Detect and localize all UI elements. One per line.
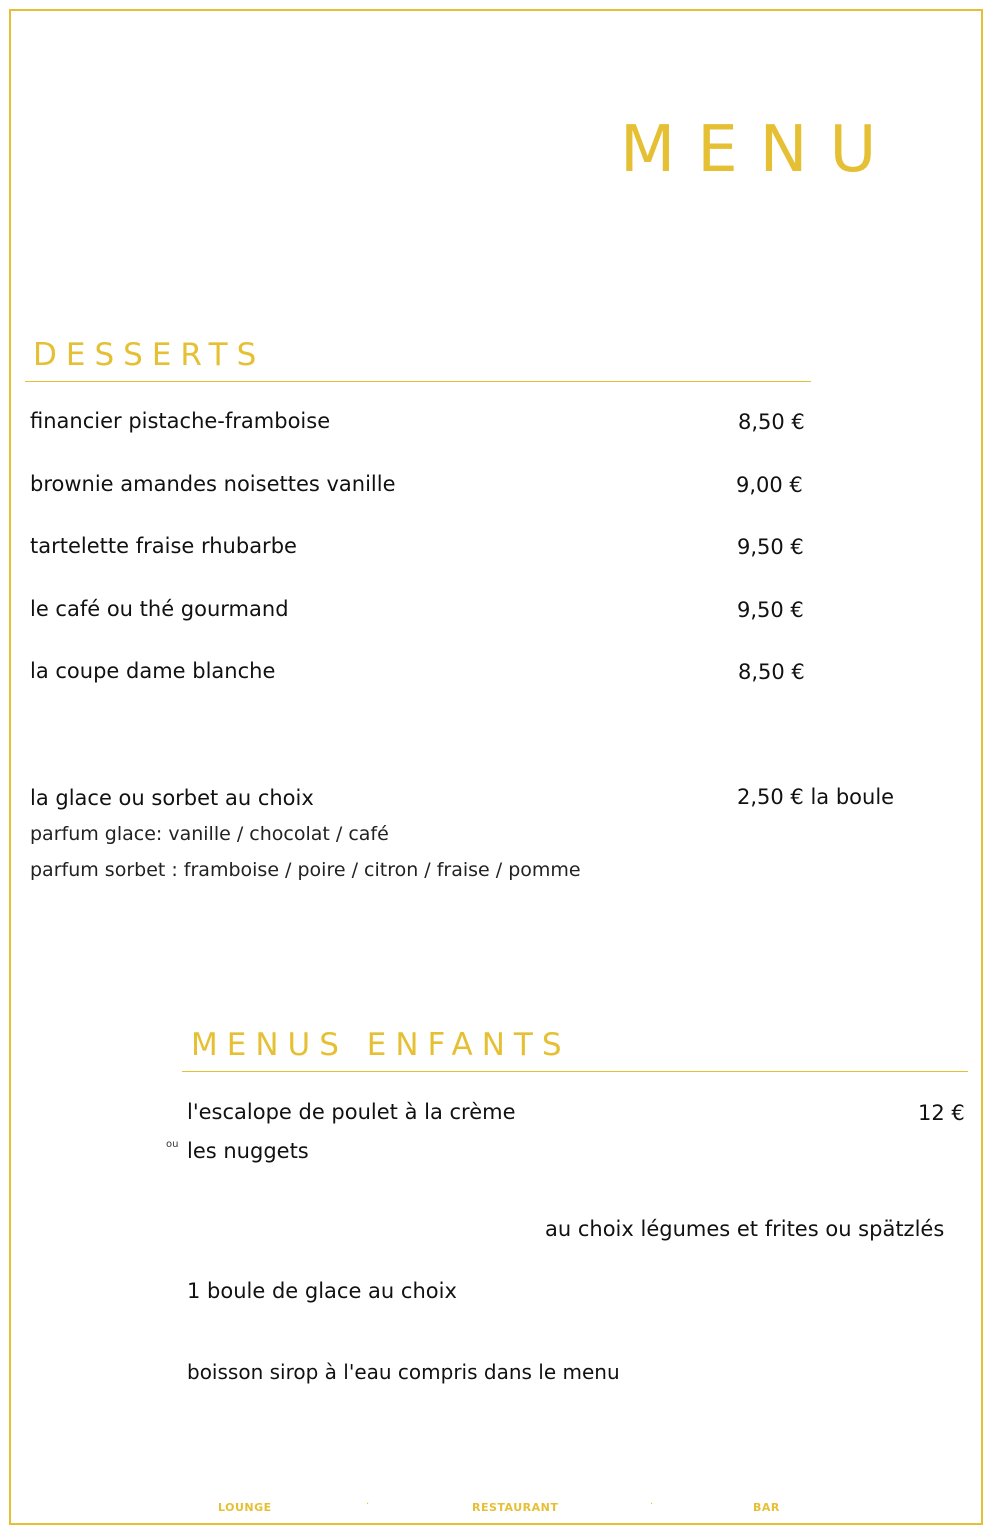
glace-item-price: 2,50 € la boule — [737, 785, 895, 809]
dessert-item-price: 8,50 € — [738, 660, 805, 684]
dessert-item-name: financier pistache-framboise — [30, 409, 331, 433]
desserts-divider — [25, 381, 811, 382]
dessert-item-price: 9,00 € — [736, 473, 803, 497]
dessert-item-name: brownie amandes noisettes vanille — [30, 472, 396, 496]
dessert-item-name: la coupe dame blanche — [30, 659, 276, 683]
kids-sides-choice: au choix légumes et frites ou spätzlés — [545, 1217, 945, 1241]
footer-lounge: LOUNGE — [218, 1501, 272, 1514]
footer-restaurant: RESTAURANT — [472, 1501, 559, 1514]
page-title: MENU — [620, 113, 899, 187]
or-label: ou — [166, 1139, 179, 1150]
kids-menu-heading: MENUS ENFANTS — [191, 1027, 571, 1063]
footer-bar: BAR — [753, 1501, 780, 1514]
kids-menu-price: 12 € — [918, 1101, 965, 1125]
footer-separator: · — [366, 1499, 370, 1510]
dessert-item-name: le café ou thé gourmand — [30, 597, 289, 621]
dessert-item-price: 8,50 € — [738, 410, 805, 434]
kids-menu-divider — [182, 1071, 968, 1072]
parfum-glace-list: parfum glace: vanille / chocolat / café — [30, 823, 389, 845]
kids-dessert: 1 boule de glace au choix — [187, 1279, 457, 1303]
kids-option-escalope: l'escalope de poulet à la crème — [187, 1100, 516, 1124]
page-border — [9, 9, 983, 1525]
parfum-sorbet-list: parfum sorbet : framboise / poire / citron / fraise / pomme — [30, 859, 581, 881]
kids-option-nuggets: les nuggets — [187, 1139, 309, 1163]
footer-separator: · — [650, 1499, 654, 1510]
dessert-item-price: 9,50 € — [737, 598, 804, 622]
dessert-item-name: tartelette fraise rhubarbe — [30, 534, 297, 558]
kids-drink: boisson sirop à l'eau compris dans le menu — [187, 1360, 620, 1384]
glace-item-name: la glace ou sorbet au choix — [30, 786, 314, 810]
desserts-heading: DESSERTS — [33, 337, 266, 373]
dessert-item-price: 9,50 € — [737, 535, 804, 559]
